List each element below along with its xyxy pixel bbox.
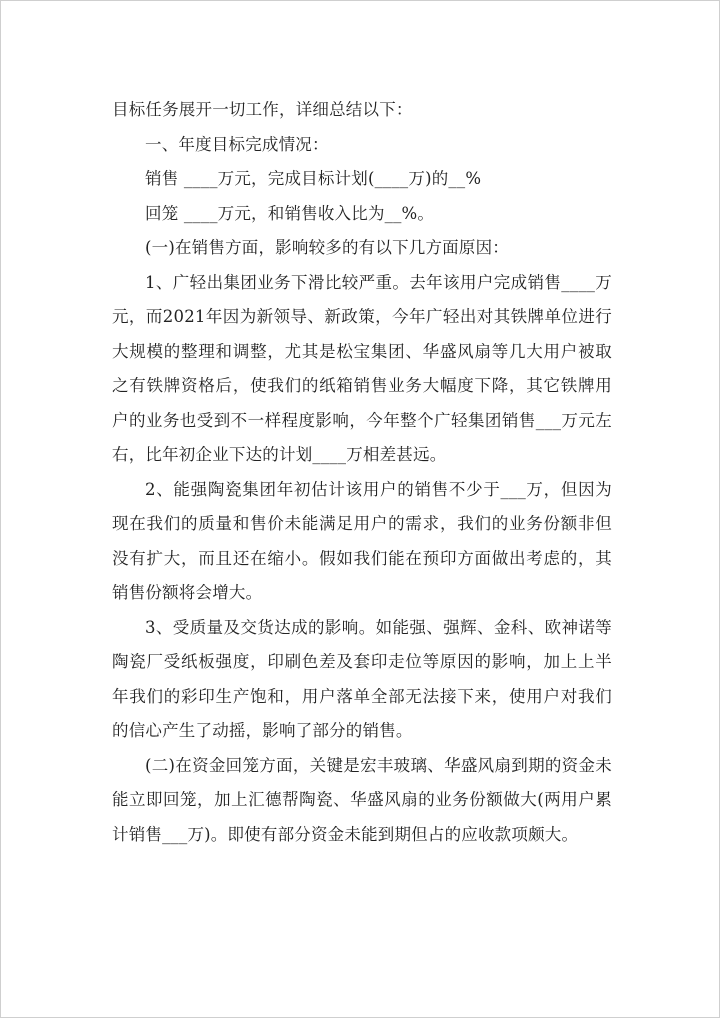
paragraph-capital-collection: (二)在资金回笼方面，关键是宏丰玻璃、华盛风扇到期的资金未能立即回笼，加上汇德帮陶瓷、华盛风扇的业务份额做大(两用户累计销售___万)。即使有部分资金未能到期但占的应收款项颇大。 — [112, 755, 612, 844]
paragraph-collection: 回笼 ____万元，和销售收入比为__%。 — [145, 203, 435, 223]
paragraph-reason-1: 1、广轻出集团业务下滑比较严重。去年该用户完成销售____万元，而2021年因为新领导、新政策，今年广轻出对其铁牌单位进行大规模的整理和调整，尤其是松宝集团、华盛风扇等几大用户被取之有铁牌资格后，使我们的纸箱销售业务大幅度下降，其它铁牌用户的业务也受到不一样程度影响，今年整个广轻集团销售___万元左右，比年初企业下达的计划____万相差甚远。 — [112, 272, 612, 464]
paragraph-sales: 销售 ____万元，完成目标计划(____万)的__% — [145, 169, 482, 188]
paragraph-intro: 目标任务展开一切工作，详细总结以下： — [112, 100, 413, 119]
paragraph-reason-2: 2、能强陶瓷集团年初估计该用户的销售不少于___万，但因为现在我们的质量和售价未能满足用户的需求，我们的业务份额非但没有扩大，而且还在缩小。假如我们能在预印方面做出考虑的，其销售份额将会增大。 — [112, 479, 612, 602]
heading-annual-target: 一、年度目标完成情况： — [145, 134, 329, 154]
heading-sales-reasons: (一)在销售方面，影响较多的有以下几方面原因： — [145, 238, 509, 257]
document-body — [112, 93, 612, 852]
paragraph-reason-3: 3、受质量及交货达成的影响。如能强、强辉、金科、欧神诺等陶瓷厂受纸板强度，印刷色差及套印走位等原因的影响，加上上半年我们的彩印生产饱和，用户落单全部无法接下来，使用户对我们的信心产生了动摇，影响了部分的销售。 — [112, 617, 612, 740]
